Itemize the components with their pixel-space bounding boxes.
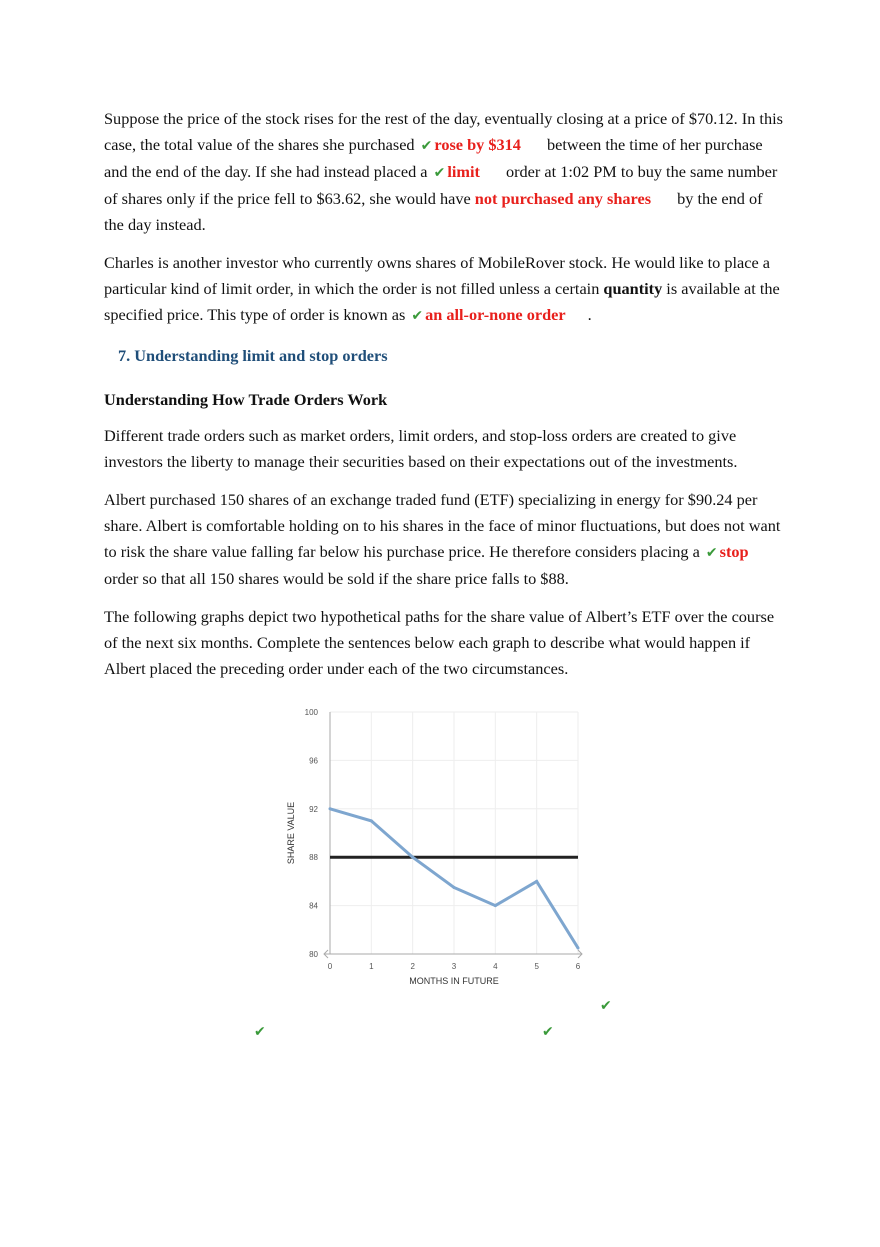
- x-tick-label: 0: [327, 962, 333, 971]
- x-tick-label: 4: [493, 962, 498, 971]
- check-icon: ✔: [420, 138, 433, 154]
- check-icon: ✔: [705, 545, 718, 561]
- text: .: [587, 305, 592, 324]
- text: is available at the specified price. This type of order is known as: [104, 279, 780, 324]
- check-icon: ✔: [254, 1024, 266, 1040]
- text: order so that all 150 shares would be sold if the share price falls to $88.: [104, 569, 569, 588]
- x-axis-label: MONTHS IN FUTURE: [409, 976, 499, 986]
- bold-quantity: quantity: [603, 279, 663, 298]
- answer-all-or-none[interactable]: an all-or-none order: [425, 305, 566, 324]
- paragraph-albert: [104, 487, 784, 592]
- data-point: [329, 807, 332, 810]
- check-icon: ✔: [600, 998, 612, 1014]
- text: Suppose the price of the stock rises for the rest of the day, eventually closing at a price of $70.12. In this case, the total value of the shares she purchased: [104, 109, 783, 154]
- x-tick-label: 3: [451, 962, 457, 971]
- y-tick-label: 80: [309, 950, 318, 959]
- y-tick-label: 88: [309, 853, 318, 863]
- y-tick-label: 100: [304, 708, 318, 717]
- text: by the end of the day instead.: [104, 189, 763, 234]
- data-point: [370, 819, 373, 822]
- data-point: [411, 856, 414, 859]
- y-axis-label: SHARE VALUE: [286, 801, 296, 865]
- share-value-chart: [280, 704, 600, 994]
- y-tick-label: 96: [309, 756, 318, 766]
- subheading: Understanding How Trade Orders Work: [104, 390, 388, 409]
- y-tick-label: 84: [309, 901, 318, 911]
- answer-limit[interactable]: limit: [447, 162, 480, 181]
- paragraph-charles: [104, 250, 784, 329]
- data-point: [494, 904, 497, 907]
- section-heading: 7. Understanding limit and stop orders: [118, 346, 388, 365]
- text: between the time of her purchase and the end of the day. If she had instead placed a: [104, 135, 763, 181]
- paragraph-graphs: The following graphs depict two hypothetical paths for the share value of Albert’s ETF over the course of the next six months. Complete the sentences below each graph to describe what would happen if Albert placed the preceding order under each of the two circumstances.: [104, 607, 775, 678]
- data-point: [453, 886, 456, 889]
- check-icon: ✔: [411, 308, 424, 324]
- data-point: [535, 880, 538, 883]
- x-tick-label: 6: [575, 962, 581, 971]
- answer-stop[interactable]: stop: [719, 542, 749, 561]
- x-tick-label: 2: [410, 962, 415, 971]
- paragraph-trade-orders: Different trade orders such as market orders, limit orders, and stop-loss orders are created to give investors the liberty to manage their securities based on their expectations out of the investments.: [104, 426, 738, 471]
- x-tick-label: 1: [369, 962, 374, 971]
- text: order at 1:02 PM to buy the same number of shares only if the price fell to $63.62, she would have: [104, 162, 778, 208]
- answer-check-row: [104, 998, 784, 1048]
- text: Albert purchased 150 shares of an exchange traded fund (ETF) specializing in energy for $90.24 per share. Albert is comfortable holding on to his shares in the face of minor fluctuations, but does not want to risk the share value falling far below his purchase price. He therefore considers placing a: [104, 490, 781, 561]
- x-axis: [324, 950, 582, 958]
- text: Charles is another investor who currently owns shares of MobileRover stock. He would like to place a particular kind of limit order, in which the order is not filled unless a certain: [104, 253, 771, 298]
- answer-rose[interactable]: rose by $314: [434, 135, 521, 154]
- y-tick-label: 92: [309, 804, 318, 814]
- check-icon: ✔: [542, 1024, 554, 1040]
- x-tick-label: 5: [534, 962, 539, 971]
- data-point: [577, 946, 580, 949]
- check-icon: ✔: [433, 165, 446, 181]
- answer-not-purchased[interactable]: not purchased any shares: [474, 189, 652, 208]
- paragraph-stock-price: [104, 106, 784, 238]
